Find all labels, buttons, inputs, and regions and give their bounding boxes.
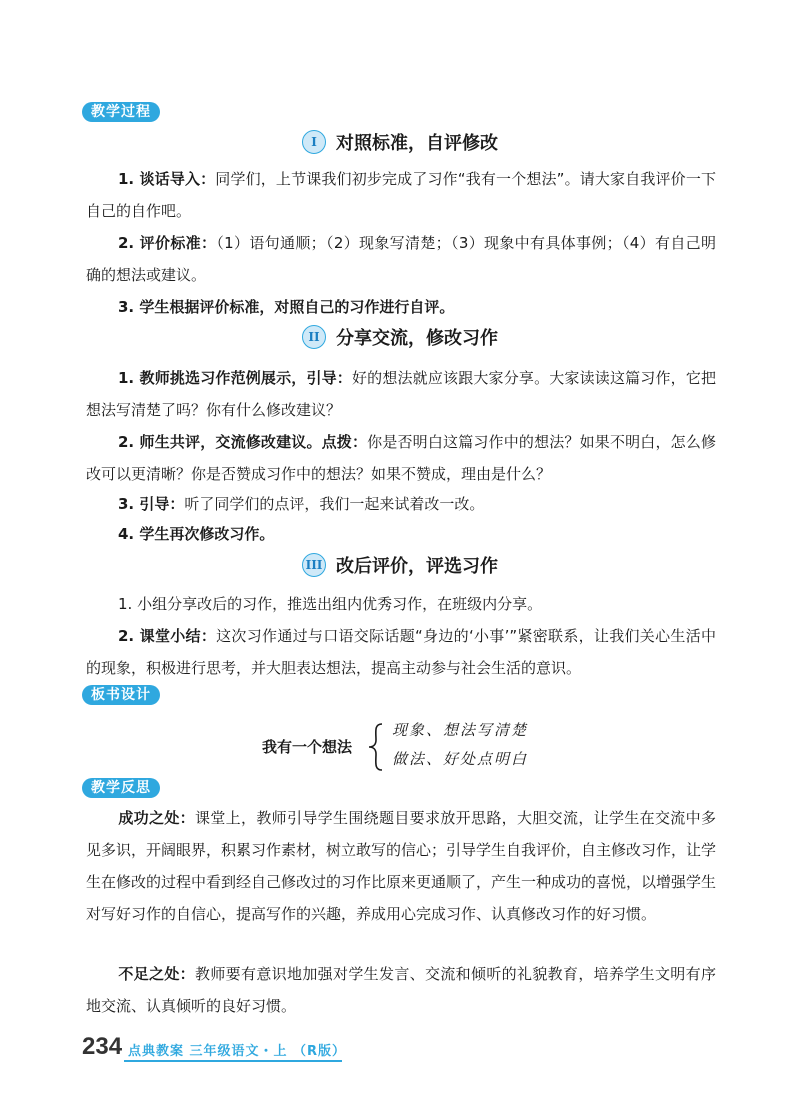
section-heading-3 xyxy=(0,553,800,581)
board-line: 现象、想法写清楚 xyxy=(392,721,529,739)
paragraph-text: 你是否明白这篇习作中的想法？如果不明白，怎么修改可以更清晰？你是否赞成习作中的想法？如果不赞成，理由是什么？ xyxy=(86,433,716,483)
paragraph-label: 成功之处： xyxy=(118,809,195,827)
paragraph xyxy=(86,620,716,684)
roman-numeral-badge: II xyxy=(302,325,326,349)
paragraph-text: 听了同学们的点评，我们一起来试着改一改。 xyxy=(184,495,485,513)
paragraph-text: 教师要有意识地加强对学生发言、交流和倾听的礼貌教育，培养学生文明有序地交流、认真倾听的良好习惯。 xyxy=(86,965,716,1015)
section-heading-1 xyxy=(0,130,800,158)
paragraph-text: 同学们，上节课我们初步完成了习作“我有一个想法”。请大家自我评价一下自己的自作吧。 xyxy=(86,170,716,220)
paragraph-label: 3. 学生根据评价标准，对照自己的习作进行自评。 xyxy=(118,298,455,316)
paragraph-label: 1. 谈话导入： xyxy=(118,170,216,188)
roman-numeral-badge: III xyxy=(302,553,326,577)
section-tag-reflection: 教学反思 xyxy=(82,778,160,798)
paragraph-label: 2. 师生共评，交流修改建议。点拨： xyxy=(118,433,368,451)
board-design xyxy=(0,718,800,774)
paragraph-text: （1）语句通顺；（2）现象写清楚；（3）现象中有具体事例；（4）有自己明确的想法或建议。 xyxy=(86,234,716,284)
paragraph xyxy=(86,291,716,323)
paragraph xyxy=(86,802,716,930)
roman-numeral-badge: I xyxy=(302,130,326,154)
paragraph-label: 不足之处： xyxy=(118,965,195,983)
paragraph-text: 这次习作通过与口语交际话题“身边的‘小事’”紧密联系，让我们关心生活中的现象，积极进行思考，并大胆表达想法，提高主动参与社会生活的意识。 xyxy=(86,627,716,677)
paragraph xyxy=(86,426,716,490)
section-tag-board-design: 板书设计 xyxy=(82,685,160,705)
page-number: 234 xyxy=(82,1033,123,1060)
paragraph-label: 2. 评价标准： xyxy=(118,234,217,252)
paragraph-label: 3. 引导： xyxy=(118,495,185,513)
paragraph-text: 好的想法就应该跟大家分享。大家读读这篇习作，它把想法写清楚了吗？你有什么修改建议？ xyxy=(86,369,716,419)
curly-brace-icon xyxy=(366,722,386,772)
paragraph-text: 课堂上，教师引导学生围绕题目要求放开思路，大胆交流，让学生在交流中多见多识，开阔眼界，积累习作素材，树立敢写的信心；引导学生自我评价，自主修改习作，让学生在修改的过程中看到经自己修改过的习作比原来更通顺了，产生一种成功的喜悦，以增强学生对写好习作的自信心，提高写作的兴趣，养成用心完成习作、认真修改习作的好习惯。 xyxy=(86,809,717,923)
paragraph xyxy=(86,958,716,1022)
footer-divider xyxy=(124,1060,342,1062)
section-tag-teaching-process: 教学过程 xyxy=(82,102,160,122)
paragraph xyxy=(86,588,716,620)
paragraph xyxy=(86,518,716,550)
paragraph-text: 1. 小组分享改后的习作，推选出组内优秀习作，在班级内分享。 xyxy=(118,595,543,613)
paragraph xyxy=(86,227,716,291)
paragraph-label: 1. 教师挑选习作范例展示，引导： xyxy=(118,369,352,387)
paragraph xyxy=(86,163,716,227)
section-heading-2 xyxy=(0,325,800,353)
section-title: 对照标准，自评修改 xyxy=(336,133,498,154)
book-title: 点典教案 三年级语文・上 （R版） xyxy=(128,1044,347,1059)
paragraph xyxy=(86,488,716,520)
section-title: 改后评价，评选习作 xyxy=(336,556,498,577)
paragraph-label: 2. 课堂小结： xyxy=(118,627,217,645)
board-title: 我有一个想法 xyxy=(262,738,353,756)
board-line: 做法、好处点明白 xyxy=(392,750,529,768)
section-title: 分享交流，修改习作 xyxy=(336,328,498,349)
paragraph xyxy=(86,362,716,426)
paragraph-label: 4. 学生再次修改习作。 xyxy=(118,525,275,543)
